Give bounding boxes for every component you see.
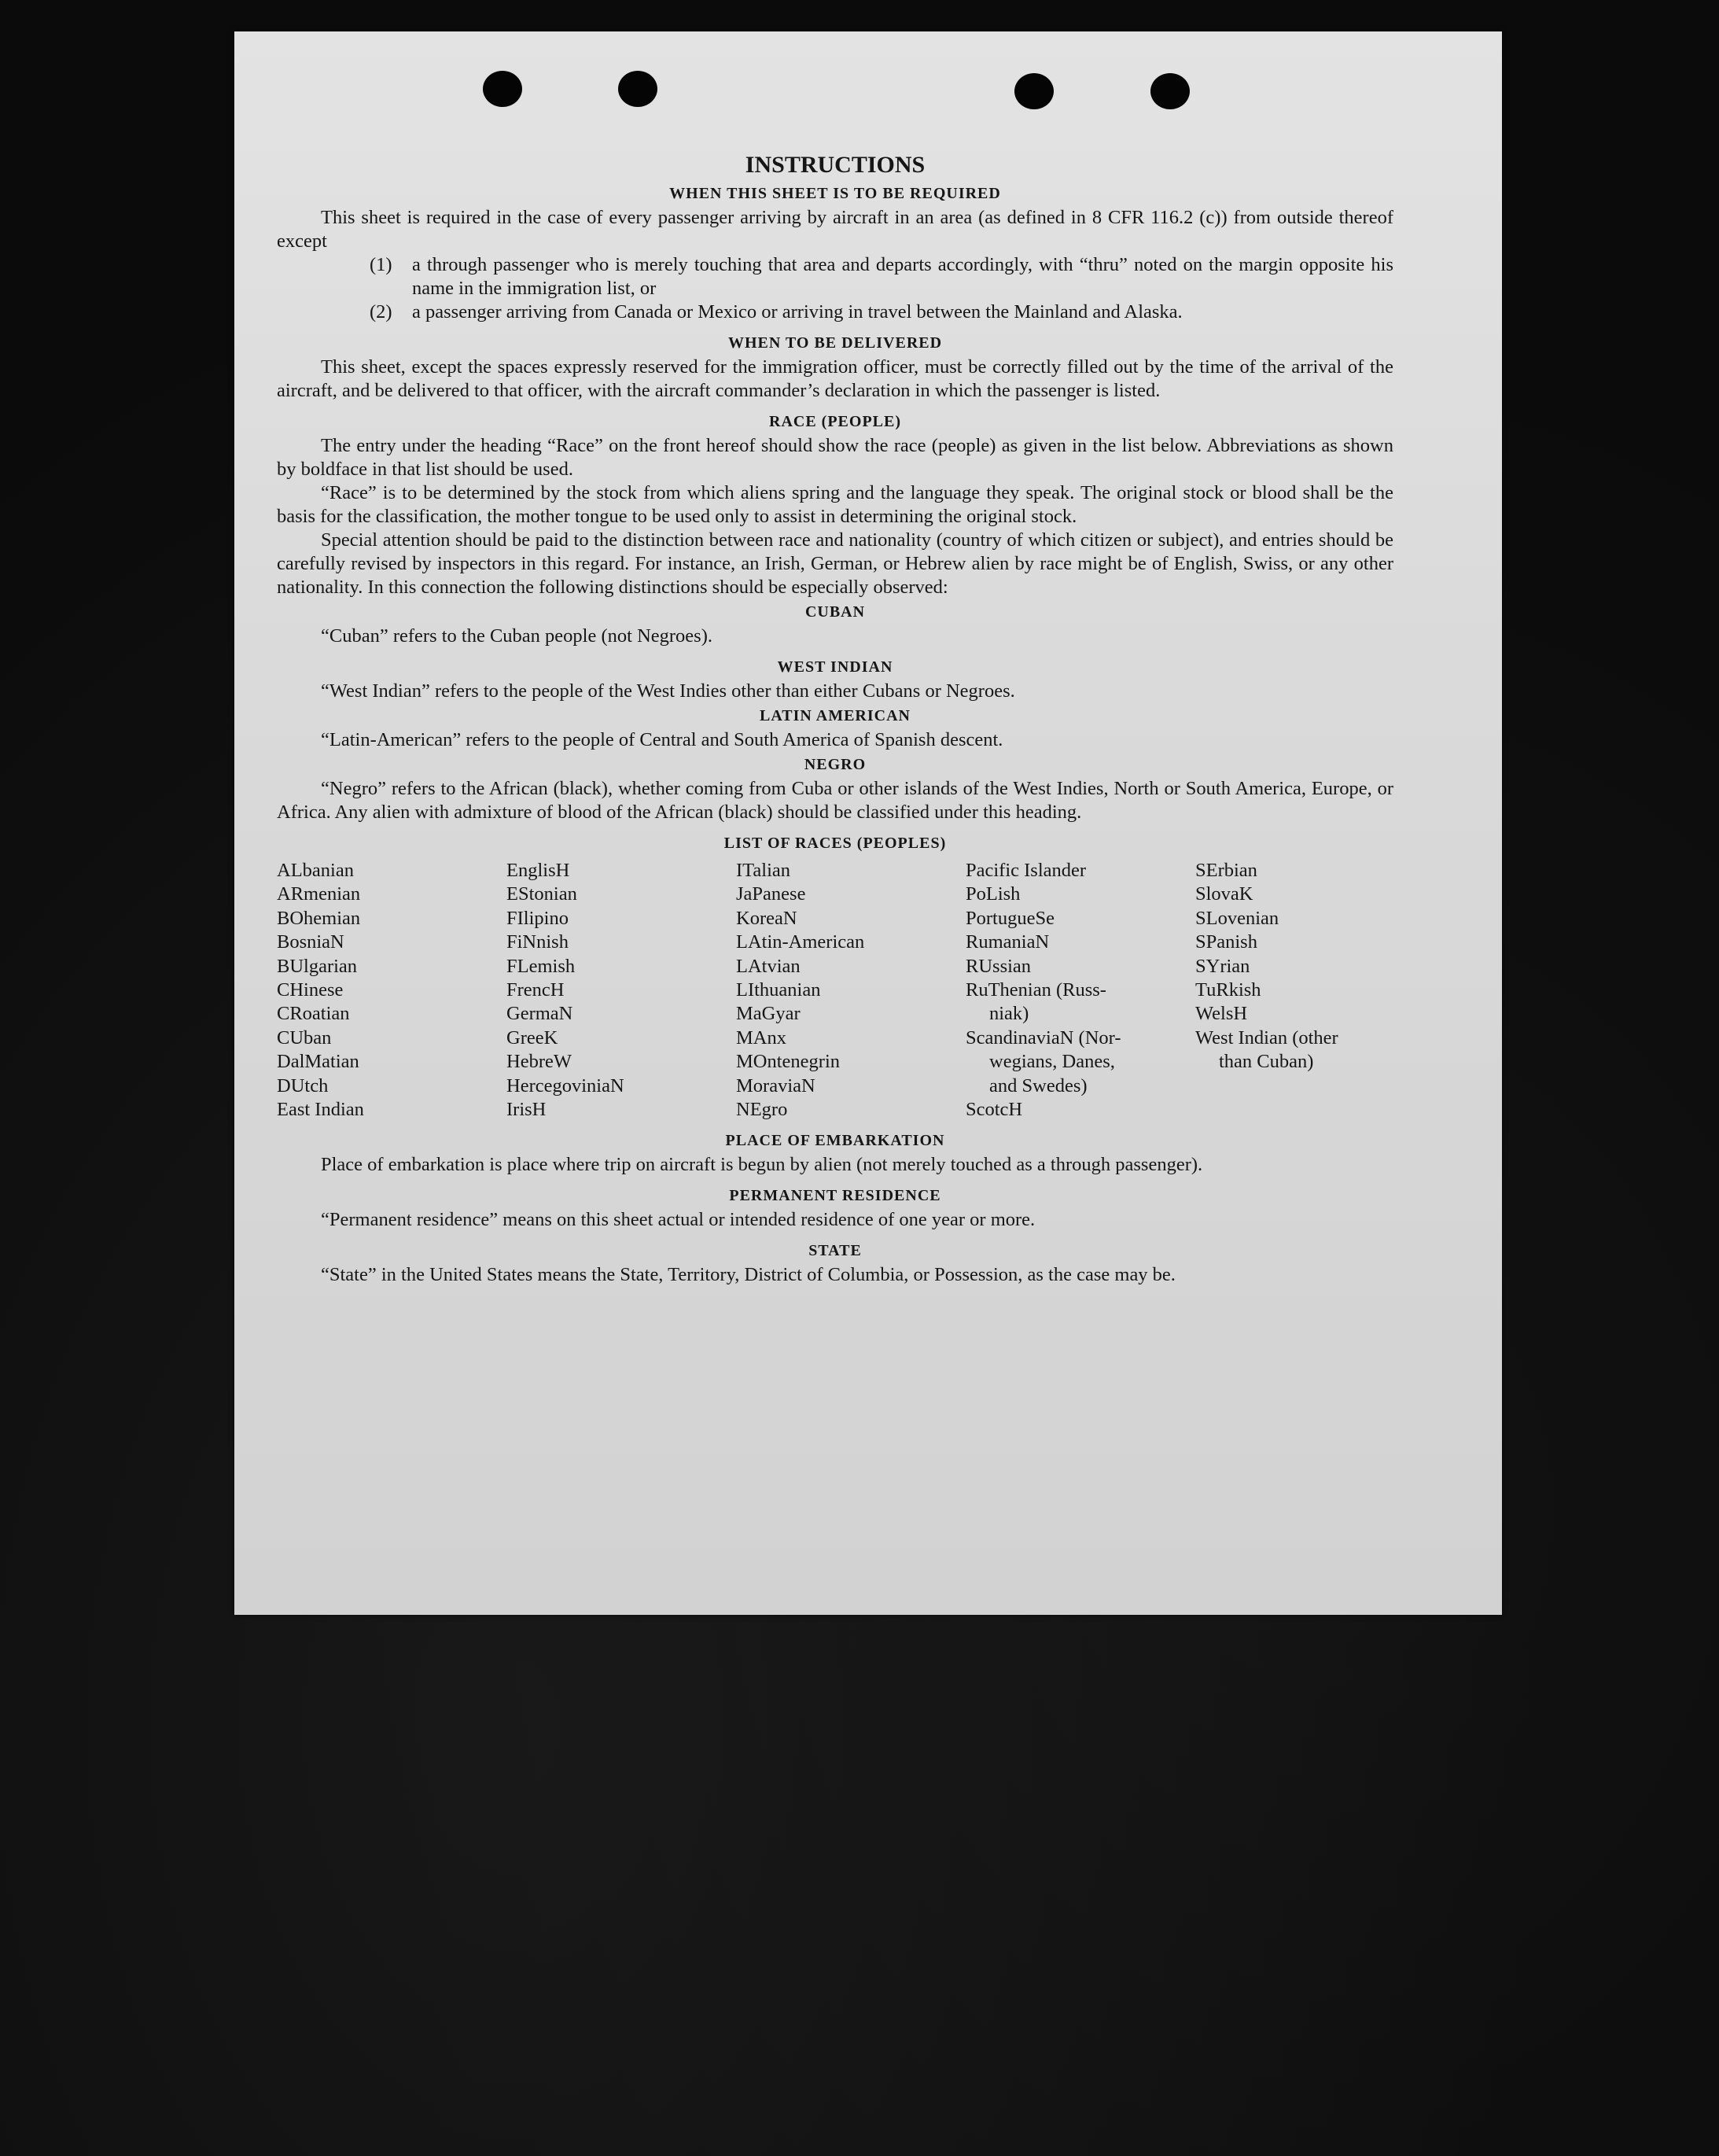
section-heading-residence: PERMANENT RESIDENCE <box>729 1187 941 1205</box>
list-item <box>277 300 1393 324</box>
race-entry: GermaN <box>506 1003 573 1025</box>
race-entry: MAnx <box>736 1026 786 1049</box>
race-entry: HercegoviniaN <box>506 1074 624 1096</box>
race-entry: CUban <box>277 1026 332 1049</box>
punch-hole <box>1014 73 1054 109</box>
race-entry: BUlgarian <box>277 955 358 977</box>
section-heading-when-delivered: WHEN TO BE DELIVERED <box>727 334 943 352</box>
punch-hole <box>483 71 522 107</box>
punch-hole <box>618 71 657 107</box>
race-entry: EStonian <box>506 883 577 905</box>
race-entry: PortugueSe <box>966 907 1055 929</box>
race-entry: West Indian (other than Cuban) <box>1195 1026 1338 1073</box>
race-entry: SErbian <box>1195 860 1257 881</box>
races-list <box>277 859 1393 1122</box>
when-delivered-text: This sheet, except the spaces expressly reserved for the immigration officer, must be correctly filled out by the time of the arrival of the aircraft, and be delivered to that officer, with the aircraft commander’s declaration in which the passenger is listed. <box>277 356 1393 401</box>
race-entry: FrencH <box>506 979 565 1001</box>
race-entry: BOhemian <box>277 907 361 929</box>
race-entry: ALbanian <box>277 860 354 881</box>
race-column <box>966 859 1195 1122</box>
race-entry: LIthuanian <box>736 979 821 1001</box>
item-number: (2) <box>370 301 392 322</box>
section-heading-west-indian: WEST INDIAN <box>777 658 893 676</box>
race-entry: CRoatian <box>277 1003 350 1025</box>
race-entry: LAtin-American <box>736 931 865 953</box>
race-entry: LAtvian <box>736 955 801 977</box>
section-heading-when-required: WHEN THIS SHEET IS TO BE REQUIRED <box>669 185 1001 202</box>
race-entry: RuThenian (Russ- niak) <box>966 979 1106 1025</box>
race-entry: FLemish <box>506 955 576 977</box>
race-entry: MOntenegrin <box>736 1051 840 1073</box>
race-entry: SPanish <box>1195 931 1257 953</box>
instructions-body <box>277 149 1393 1287</box>
race-entry: FiNnish <box>506 931 569 953</box>
cuban-text: “Cuban” refers to the Cuban people (not Negroes). <box>321 625 712 647</box>
race-entry: RUssian <box>966 955 1032 977</box>
race-entry: CHinese <box>277 979 344 1001</box>
race-entry: JaPanese <box>736 883 806 905</box>
item-number: (1) <box>370 254 392 275</box>
race-entry: GreeK <box>506 1026 558 1049</box>
embarkation-text: Place of embarkation is place where trip on aircraft is begun by alien (not merely touched as a through passenger). <box>321 1154 1203 1176</box>
section-heading-negro: NEGRO <box>804 756 867 773</box>
race-entry: WelsH <box>1195 1003 1248 1025</box>
race-entry: Pacific Islander <box>966 860 1087 881</box>
race-entry: BosniaN <box>277 931 344 953</box>
instruction-sheet <box>234 31 1502 1615</box>
residence-text: “Permanent residence” means on this sheet actual or intended residence of one year or more. <box>321 1209 1036 1231</box>
section-heading-race: RACE (PEOPLE) <box>769 413 901 430</box>
punch-hole <box>1150 73 1190 109</box>
race-entry: DUtch <box>277 1074 329 1096</box>
state-text: “State” in the United States means the State, Territory, District of Columbia, or Possession, as the case may be. <box>321 1264 1176 1286</box>
race-entry: East Indian <box>277 1099 364 1121</box>
section-heading-cuban: CUBAN <box>804 603 866 621</box>
negro-text: “Negro” refers to the African (black), whether coming from Cuba or other islands of the West Indies, North or South America, Europe, or Africa. Any alien with admixture of blood of the African (black) should be classified under this heading. <box>277 778 1393 823</box>
section-heading-races-list: LIST OF RACES (PEOPLES) <box>723 835 947 852</box>
race-column <box>1195 859 1425 1122</box>
race-paragraph-2: “Race” is to be determined by the stock from which aliens spring and the language they speak. The original stock or blood shall be the basis for the classification, the mother tongue to be used only to assist in determining the original stock. <box>277 482 1393 527</box>
race-entry: EnglisH <box>506 860 570 881</box>
when-required-text: This sheet is required in the case of every passenger arriving by aircraft in an area (as defined in 8 CFR 116.2 (c)) from outside thereof except <box>277 207 1393 252</box>
section-heading-embarkation: PLACE OF EMBARKATION <box>725 1132 945 1150</box>
race-entry: SLovenian <box>1195 907 1279 929</box>
race-paragraph-1: The entry under the heading “Race” on the front hereof should show the race (people) as given in the list below. Abbreviations as shown by boldface in that list should be used. <box>277 435 1393 480</box>
item-text: a through passenger who is merely touching that area and departs accordingly, with “thru” noted on the margin opposite his name in the immigration list, or <box>412 254 1393 299</box>
race-entry: DalMatian <box>277 1051 359 1073</box>
race-entry: HebreW <box>506 1051 572 1073</box>
latin-american-text: “Latin-American” refers to the people of Central and South America of Spanish descent. <box>321 729 1003 750</box>
race-entry: SYrian <box>1195 955 1250 977</box>
race-entry: ARmenian <box>277 883 361 905</box>
race-entry: ScotcH <box>966 1099 1023 1121</box>
section-heading-latin-american: LATIN AMERICAN <box>760 707 911 724</box>
section-heading-state: STATE <box>808 1242 862 1260</box>
race-entry: IrisH <box>506 1099 547 1121</box>
race-entry: MoraviaN <box>736 1074 815 1096</box>
list-item <box>277 253 1393 300</box>
race-entry: KoreaN <box>736 907 797 929</box>
race-entry: ITalian <box>736 860 791 881</box>
race-entry: TuRkish <box>1195 979 1261 1001</box>
item-text: a passenger arriving from Canada or Mexico or arriving in travel between the Mainland and Alaska. <box>412 301 1183 322</box>
race-entry: MaGyar <box>736 1003 801 1025</box>
race-entry: SlovaK <box>1195 883 1253 905</box>
page-title: INSTRUCTIONS <box>745 152 926 178</box>
race-column <box>736 859 966 1122</box>
race-entry: NEgro <box>736 1099 788 1121</box>
race-entry: PoLish <box>966 883 1021 905</box>
west-indian-text: “West Indian” refers to the people of the West Indies other than either Cubans or Negroes. <box>321 680 1015 702</box>
race-column <box>506 859 736 1122</box>
race-paragraph-3: Special attention should be paid to the distinction between race and nationality (country of which citizen or subject), and entries should be carefully revised by inspectors in this regard. For instance, an Irish, German, or Hebrew alien by race might be of English, Swiss, or any other nationality. In this connection the following distinctions should be especially observed: <box>277 529 1393 598</box>
race-entry: FIlipino <box>506 907 569 929</box>
race-entry: ScandinaviaN (Nor- wegians, Danes, and Swedes) <box>966 1026 1121 1096</box>
race-entry: RumaniaN <box>966 931 1050 953</box>
race-column <box>277 859 506 1122</box>
